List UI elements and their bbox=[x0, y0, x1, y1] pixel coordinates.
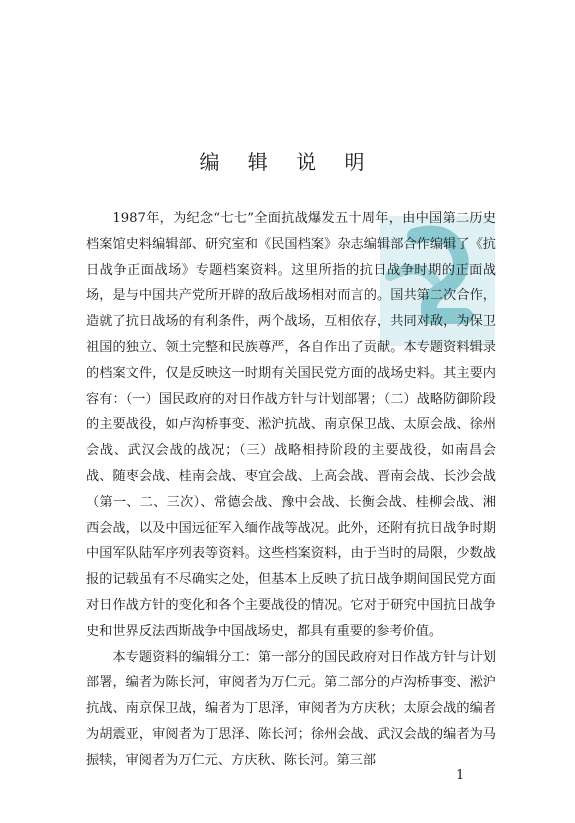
page-number: 1 bbox=[456, 768, 465, 783]
body-text bbox=[86, 206, 496, 774]
paragraph-division: 本专题资料的编辑分工：第一部分的国民政府对日作战方针与计划部署，编者为陈长河，审阅者为万仁元。第二部分的卢沟桥事变、淞沪抗战、南京保卫战，编者为丁思泽，审阅者为方庆秋；太原会战的编者为胡震亚，审阅者为丁思泽、陈长河；徐州会战、武汉会战的编者为马振犊，审阅者为万仁元、方庆秋、陈长河。第三部 bbox=[86, 649, 496, 768]
paragraph-intro: 1987年，为纪念“七七”全面抗战爆发五十周年，由中国第二历史档案馆史料编辑部、研究室和《民国档案》杂志编辑部合作编辑了《抗日战争正面战场》专题档案资料。这里所指的抗日战争时期的正面战场，是与中国共产党所开辟的敌后战场相对而言的。国共第二次合作，造就了抗日战场的有利条件，两个战场，互相依存，共同对敌，为保卫祖国的独立、领土完整和民族尊严，各自作出了贡献。本专题资料辑录的档案文件，仅是反映这一时期有关国民党方面的战场史料。其主要内容有：（一）国民政府的对日作战方针与计划部署；（二）战略防御阶段的主要战役，如卢沟桥事变、淞沪抗战、南京保卫战、太原会战、徐州会战、武汉会战的战况；（三）战略相持阶段的主要战役，如南昌会战、随枣会战、桂南会战、枣宜会战、上高会战、晋南会战、长沙会战（第一、二、三次）、常德会战、豫中会战、长衡会战、桂柳会战、湘西会战，以及中国远征军入缅作战等战况。此外，还附有抗日战争时期中国军队陆军序列表等资料。这些档案资料，由于当时的局限，少数战报的记载虽有不尽确实之处，但基本上反映了抗日战争期间国民党方面对日作战方针的变化和各个主要战役的情况。它对于研究中国抗日战争史和世界反法西斯战争中国战场史，都具有重要的参考价值。 bbox=[86, 211, 496, 639]
page-title: 编 辑 说 明 bbox=[199, 150, 376, 174]
